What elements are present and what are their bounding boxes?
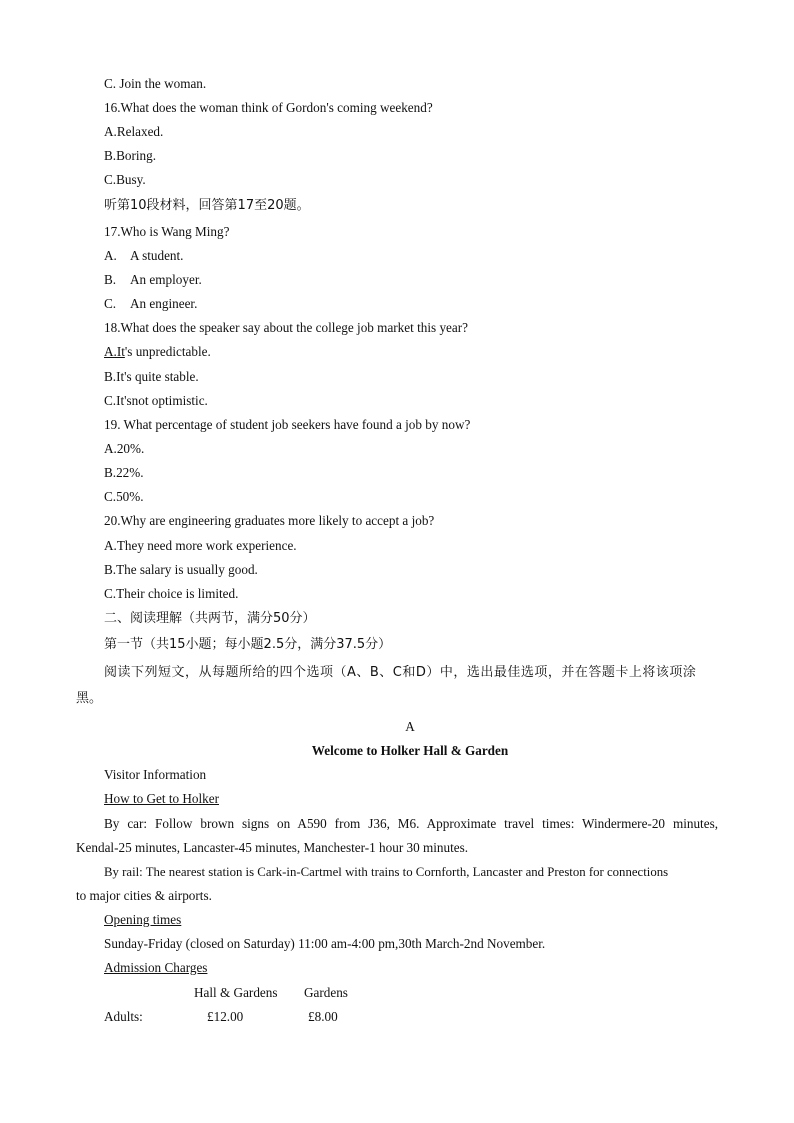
q16-option-a: A.Relaxed. — [104, 124, 164, 139]
table-header-hall-gardens: Hall & Gardens — [194, 985, 278, 1000]
q17-option-b-letter: B. — [104, 272, 117, 287]
q18-option-b: B.It's quite stable. — [104, 369, 199, 384]
q17-option-c-text: An engineer. — [130, 296, 198, 311]
q18-option-a-rest: 's unpredictable. — [124, 344, 211, 359]
by-rail-line2: to major cities & airports. — [76, 888, 212, 903]
opening-times-heading: Opening times — [104, 912, 182, 927]
passage-title: Welcome to Holker Hall & Garden — [311, 743, 509, 758]
opening-times-text: Sunday-Friday (closed on Saturday) 11:00 am-4:00 pm,30th March-2nd November. — [104, 936, 546, 951]
by-car-line1: By car: Follow brown signs on A590 from J36, M6. Approximate travel times: Windermere-20 minutes, — [104, 816, 718, 831]
passage-letter: A — [405, 719, 415, 734]
q18-option-a — [104, 343, 211, 361]
reading-instruction-line2: 黑。 — [76, 691, 103, 706]
section10-instruction: 听第10段材料，回答第17至20题。 — [104, 198, 310, 213]
q19-option-b: B.22%. — [104, 465, 144, 480]
q17-option-c-letter: C. — [104, 296, 117, 311]
by-car-line2: Kendal-25 minutes, Lancaster-45 minutes, Manchester-1 hour 30 minutes. — [76, 840, 469, 855]
visitor-info-label: Visitor Information — [104, 767, 207, 782]
adults-hall-price: £12.00 — [207, 1009, 244, 1024]
q18-option-c: C.It'snot optimistic. — [104, 393, 208, 408]
q19-question: 19. What percentage of student job seekers have found a job by now? — [104, 417, 471, 432]
section1-heading: 第一节（共15小题；每小题2.5分，满分37.5分） — [104, 637, 392, 652]
q17-option-a — [104, 247, 183, 265]
admission-heading: Admission Charges — [104, 960, 208, 975]
q17-option-a-letter: A. — [104, 248, 117, 263]
table-header-gardens: Gardens — [304, 985, 348, 1000]
q15-option-c: C. Join the woman. — [104, 76, 207, 91]
q18-option-a-underlined: A.It — [104, 344, 125, 359]
q16-question: 16.What does the woman think of Gordon's coming weekend? — [104, 100, 433, 115]
q17-option-c — [104, 295, 197, 313]
q18-question: 18.What does the speaker say about the college job market this year? — [104, 320, 468, 335]
q17-option-b-text: An employer. — [130, 272, 202, 287]
q20-option-a: A.They need more work experience. — [104, 538, 297, 553]
q19-option-a: A.20%. — [104, 441, 145, 456]
part2-heading: 二、阅读理解（共两节，满分50分） — [104, 611, 316, 626]
q16-option-b: B.Boring. — [104, 148, 157, 163]
by-rail-line1: By rail: The nearest station is Cark-in-Cartmel with trains to Cornforth, Lancaster and Preston for connections — [104, 865, 669, 879]
how-to-get-heading: How to Get to Holker — [104, 791, 220, 806]
q17-option-b — [104, 271, 202, 289]
q20-option-c: C.Their choice is limited. — [104, 586, 239, 601]
q17-option-a-text: A student. — [130, 248, 184, 263]
q19-option-c: C.50%. — [104, 489, 144, 504]
q17-question: 17.Who is Wang Ming? — [104, 224, 230, 239]
reading-instruction-line1: 阅读下列短文，从每题所给的四个选项（A、B、C和D）中，选出最佳选项，并在答题卡上将该项涂 — [104, 665, 697, 680]
adults-label: Adults: — [104, 1009, 143, 1024]
q16-option-c: C.Busy. — [104, 172, 146, 187]
q20-option-b: B.The salary is usually good. — [104, 562, 258, 577]
adults-gardens-price: £8.00 — [308, 1009, 338, 1024]
q20-question: 20.Why are engineering graduates more likely to accept a job? — [104, 513, 435, 528]
